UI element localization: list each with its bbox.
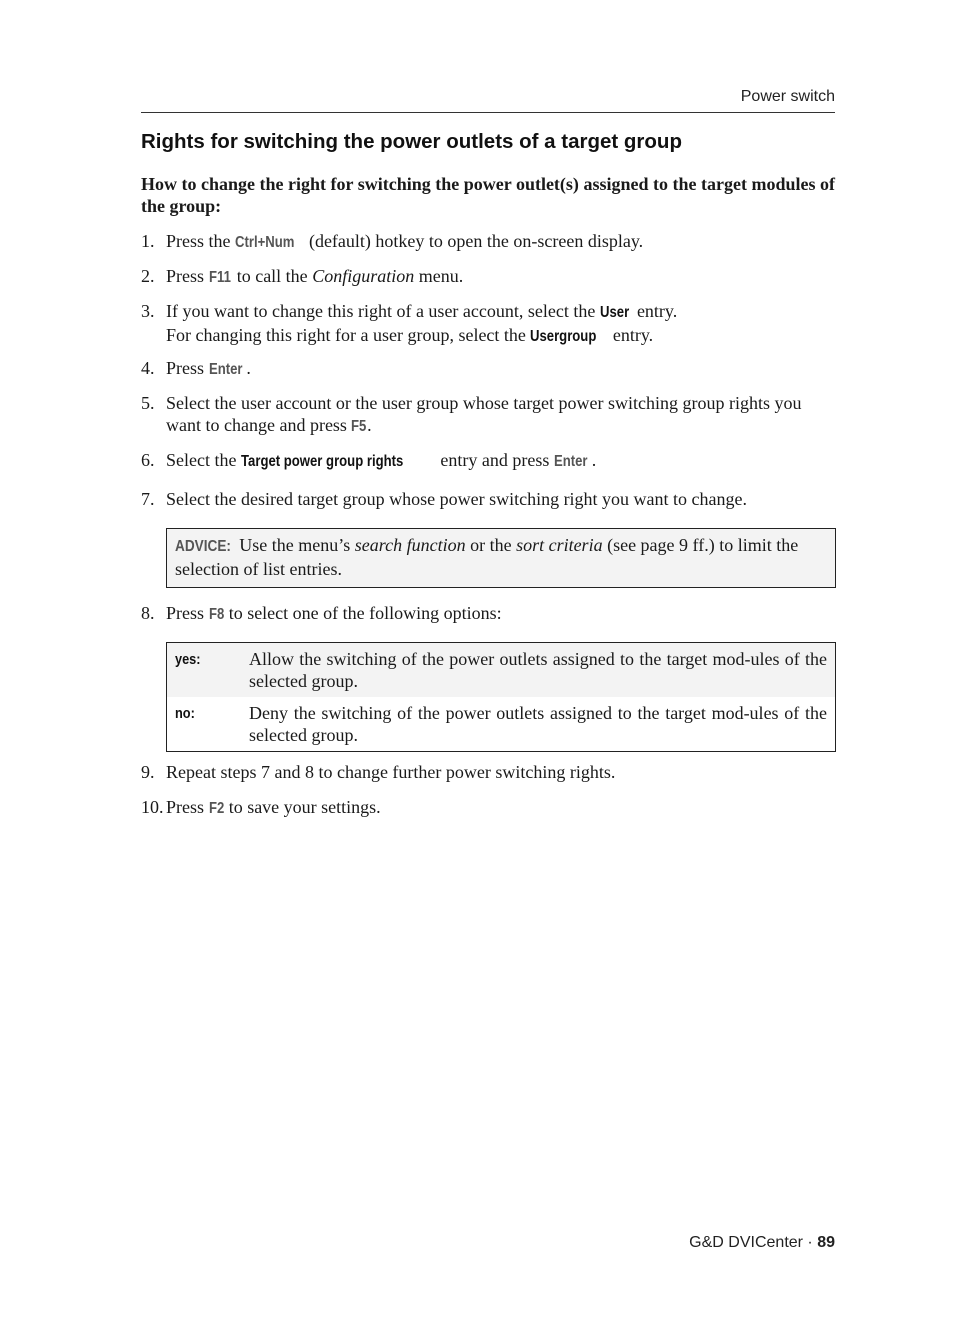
howto-heading: How to change the right for switching the power outlet(s) assigned to the target modules of the group: [141, 174, 835, 216]
step-number: 7. [141, 489, 155, 509]
step-text: If you want to change this right of a user account, select the User entry. For changing this right for a user group, select the Usergroup entry. [166, 300, 835, 348]
key-label: Enter [553, 453, 588, 470]
step-number: 5. [141, 393, 155, 413]
key-label: F2 [208, 800, 224, 817]
option-key: yes: [175, 651, 201, 668]
step-text: Press F11 to call the Configuration menu. [166, 265, 835, 289]
menu-name: Configuration [312, 266, 415, 286]
running-header: Power switch [740, 88, 835, 105]
entry-label: Target power group rights [240, 453, 404, 470]
advice-label: ADVICE: [175, 538, 231, 555]
page-number: 89 [817, 1234, 835, 1251]
step-text: Press Enter . [166, 357, 835, 381]
options-table [166, 642, 836, 752]
entry-label: Usergroup [530, 328, 597, 345]
option-row-yes [167, 643, 835, 697]
step-number: 3. [141, 301, 155, 321]
option-row-no [167, 697, 835, 751]
step-number: 8. [141, 603, 155, 623]
step-number: 10. [141, 797, 164, 817]
step-number: 6. [141, 450, 155, 470]
page-footer [689, 1234, 835, 1252]
option-description: Deny the switching of the power outlets assigned to the target mod-ules of the selected group. [249, 703, 827, 745]
section-title: Rights for switching the power outlets of a target group [141, 130, 682, 153]
option-key: no: [175, 705, 195, 722]
step-text: Select the Target power group rights entry and press Enter . [166, 449, 835, 473]
entry-label: User [599, 304, 630, 321]
step-text: Repeat steps 7 and 8 to change further power switching rights. [166, 762, 616, 782]
option-description: Allow the switching of the power outlets assigned to the target mod-ules of the selected group. [249, 649, 827, 691]
step-number: 4. [141, 358, 155, 378]
step-text: Press the Ctrl+Num (default) hotkey to open the on-screen display. [166, 230, 835, 254]
step-text: Select the user account or the user group whose target power switching group rights you want to change and press F5. [166, 392, 835, 438]
key-label: F11 [208, 269, 231, 286]
key-label: F5 [351, 418, 367, 435]
advice-box [166, 528, 836, 588]
step-text: Press F2 to save your settings. [166, 796, 835, 820]
step-number: 9. [141, 762, 155, 782]
step-text: Press F8 to select one of the following options: [166, 602, 835, 626]
step-number: 2. [141, 266, 155, 286]
advice-text: ADVICE: Use the menu’s search function or the sort criteria (see page 9 ff.) to limit the selection of list entries. [175, 535, 799, 579]
footer-doc-title: G&D DVICenter · [689, 1234, 818, 1251]
step-text: Select the desired target group whose power switching right you want to change. [166, 489, 748, 509]
key-label: Enter [208, 361, 243, 378]
header-rule [141, 112, 835, 113]
key-label: F8 [208, 606, 224, 623]
hotkey-label: Ctrl+Num [235, 234, 295, 251]
step-number: 1. [141, 231, 155, 251]
